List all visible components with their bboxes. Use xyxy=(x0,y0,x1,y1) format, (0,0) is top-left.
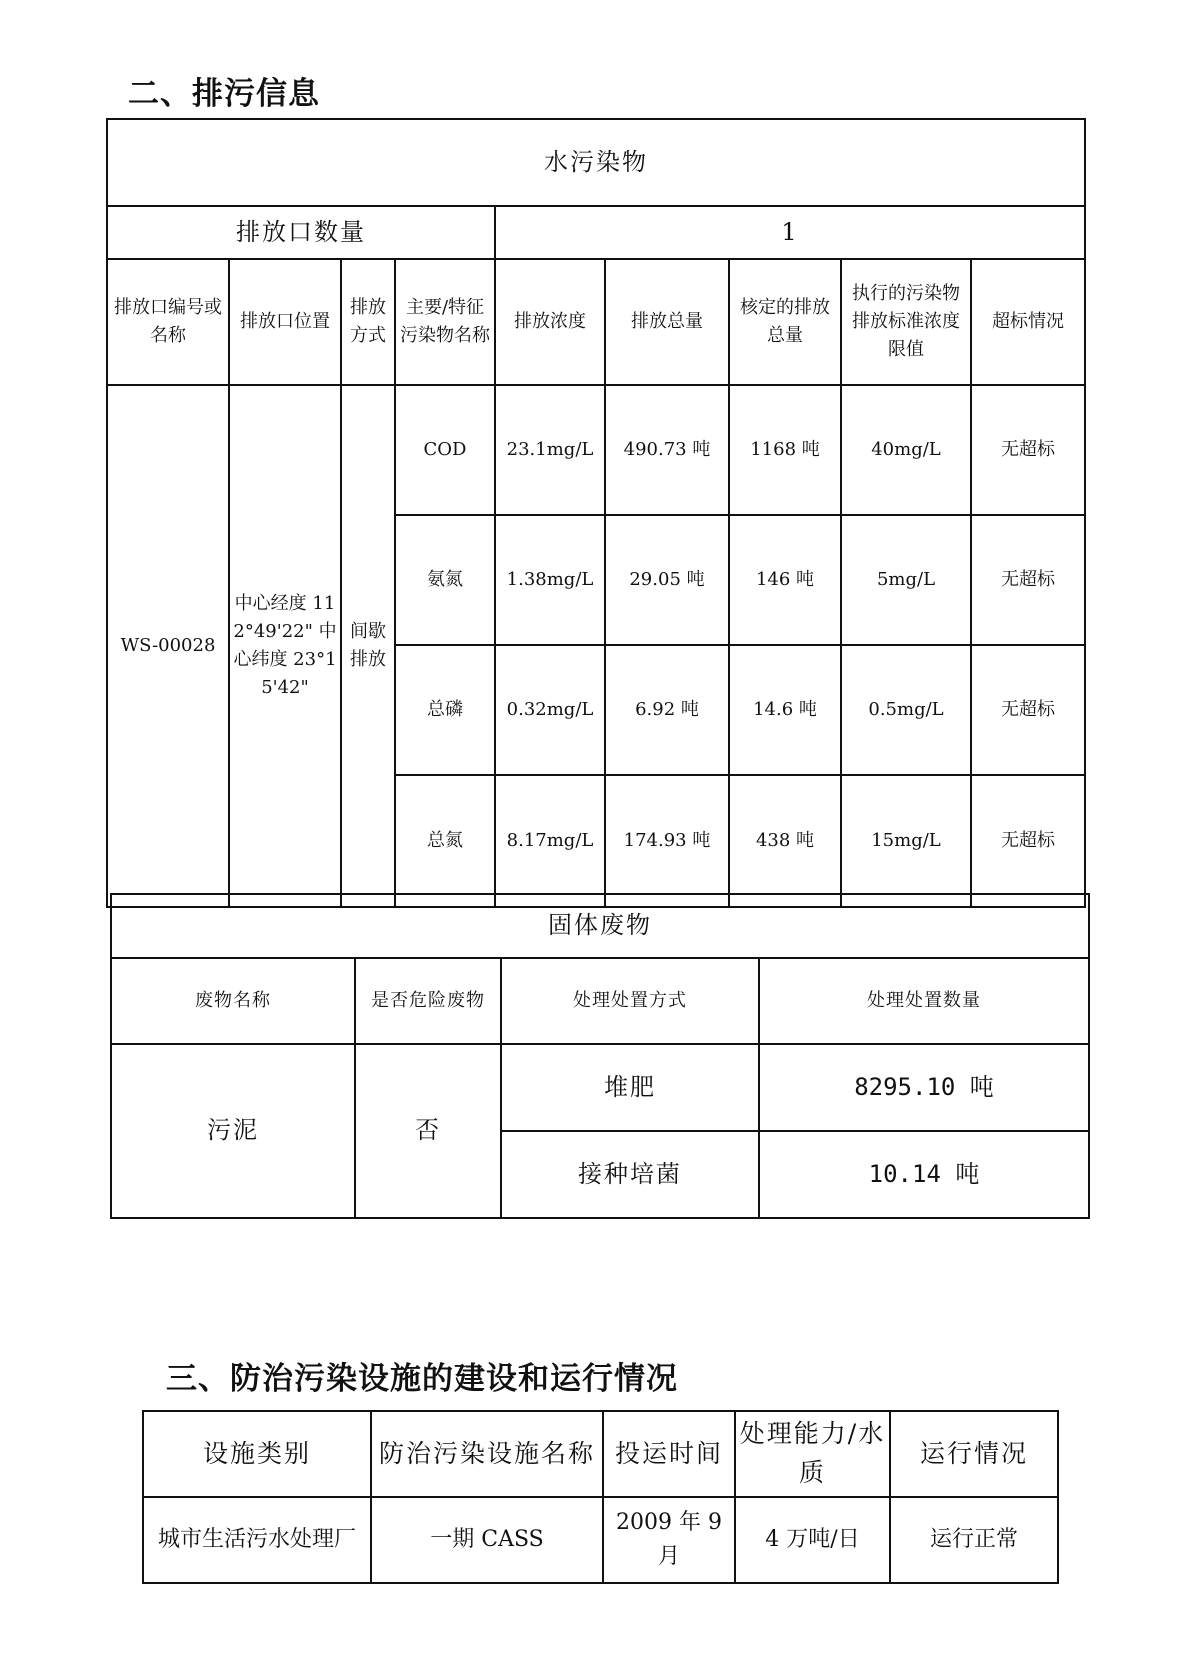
header-limit: 执行的污染物排放标准浓度限值 xyxy=(841,259,971,385)
approved-total: 438 吨 xyxy=(729,775,841,907)
approved-total: 146 吨 xyxy=(729,515,841,645)
exceed-status: 无超标 xyxy=(971,645,1085,775)
discharge-conc: 0.32mg/L xyxy=(495,645,605,775)
header-outlet-id: 排放口编号或名称 xyxy=(107,259,229,385)
discharge-total: 6.92 吨 xyxy=(605,645,729,775)
header-disposal-qty: 处理处置数量 xyxy=(759,958,1089,1044)
pollutant-name: 总磷 xyxy=(395,645,495,775)
header-approved: 核定的排放总量 xyxy=(729,259,841,385)
header-category: 设施类别 xyxy=(143,1411,371,1497)
pollutant-name: COD xyxy=(395,385,495,515)
table-row xyxy=(111,1044,1089,1131)
outlet-location: 中心经度 112°49'22" 中心纬度 23°15'42" xyxy=(229,385,341,907)
discharge-conc: 8.17mg/L xyxy=(495,775,605,907)
header-waste-name: 废物名称 xyxy=(111,958,355,1044)
approved-total: 1168 吨 xyxy=(729,385,841,515)
header-run-status: 运行情况 xyxy=(890,1411,1058,1497)
discharge-method: 间歇排放 xyxy=(341,385,395,907)
outlet-count-label: 排放口数量 xyxy=(107,206,495,259)
facility-table xyxy=(142,1410,1059,1584)
header-total: 排放总量 xyxy=(605,259,729,385)
header-disposal-method: 处理处置方式 xyxy=(501,958,759,1044)
water-title: 水污染物 xyxy=(107,119,1085,206)
standard-limit: 0.5mg/L xyxy=(841,645,971,775)
disposal-method: 接种培菌 xyxy=(501,1131,759,1218)
header-hazardous: 是否危险废物 xyxy=(355,958,501,1044)
facility-name: 一期 CASS xyxy=(371,1497,603,1583)
water-pollutant-table xyxy=(106,118,1086,908)
table-row xyxy=(143,1497,1058,1583)
water-header-row xyxy=(107,259,1085,385)
facility-header-row xyxy=(143,1411,1058,1497)
standard-limit: 40mg/L xyxy=(841,385,971,515)
facility-capacity: 4 万吨/日 xyxy=(735,1497,890,1583)
exceed-status: 无超标 xyxy=(971,515,1085,645)
disposal-qty: 10.14 吨 xyxy=(759,1131,1089,1218)
header-facility-name: 防治污染设施名称 xyxy=(371,1411,603,1497)
standard-limit: 15mg/L xyxy=(841,775,971,907)
outlet-count: 1 xyxy=(495,206,1085,259)
discharge-conc: 23.1mg/L xyxy=(495,385,605,515)
exceed-status: 无超标 xyxy=(971,775,1085,907)
table-row xyxy=(107,385,1085,515)
header-capacity: 处理能力/水质 xyxy=(735,1411,890,1497)
facility-status: 运行正常 xyxy=(890,1497,1058,1583)
header-method: 排放方式 xyxy=(341,259,395,385)
disposal-method: 堆肥 xyxy=(501,1044,759,1131)
waste-name: 污泥 xyxy=(111,1044,355,1218)
pollutant-name: 总氮 xyxy=(395,775,495,907)
discharge-total: 490.73 吨 xyxy=(605,385,729,515)
discharge-total: 174.93 吨 xyxy=(605,775,729,907)
solid-waste-table xyxy=(110,893,1090,1219)
exceed-status: 无超标 xyxy=(971,385,1085,515)
approved-total: 14.6 吨 xyxy=(729,645,841,775)
header-start-time: 投运时间 xyxy=(603,1411,735,1497)
standard-limit: 5mg/L xyxy=(841,515,971,645)
section2-title: 二、排污信息 xyxy=(128,76,320,112)
hazardous-flag: 否 xyxy=(355,1044,501,1218)
header-conc: 排放浓度 xyxy=(495,259,605,385)
solid-title: 固体废物 xyxy=(111,894,1089,958)
pollutant-name: 氨氮 xyxy=(395,515,495,645)
disposal-qty: 8295.10 吨 xyxy=(759,1044,1089,1131)
facility-start: 2009 年 9 月 xyxy=(603,1497,735,1583)
discharge-conc: 1.38mg/L xyxy=(495,515,605,645)
header-pollutant: 主要/特征污染物名称 xyxy=(395,259,495,385)
section3-title: 三、防治污染设施的建设和运行情况 xyxy=(166,1361,678,1397)
header-location: 排放口位置 xyxy=(229,259,341,385)
solid-header-row xyxy=(111,958,1089,1044)
outlet-id: WS-00028 xyxy=(107,385,229,907)
header-status: 超标情况 xyxy=(971,259,1085,385)
discharge-total: 29.05 吨 xyxy=(605,515,729,645)
facility-category: 城市生活污水处理厂 xyxy=(143,1497,371,1583)
